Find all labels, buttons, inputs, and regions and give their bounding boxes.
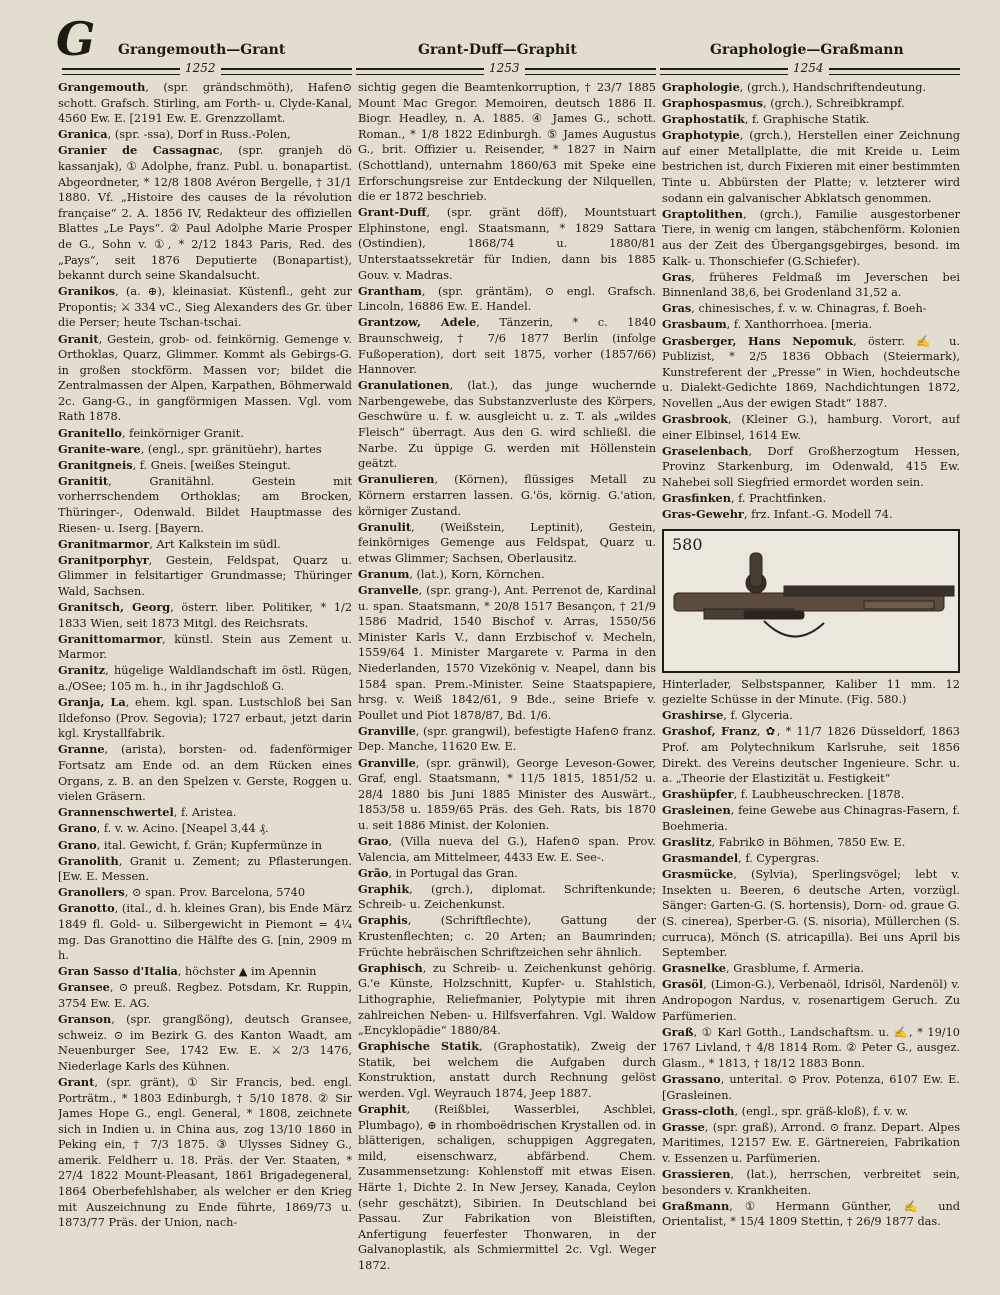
- entry-text: (spr. gränt), ① Sir Francis, bed. engl. Porträtm., * 1803 Edinburgh, † 5/10 1878. ② Sir James Hope G., engl. General, * 1808, zeichnete sich in Indien u. in China aus, zog 13/10 1860 in Peking ein, † 7/3 1875. ③ Ulysses Sidney G., amerik. Feldherr u. 18. Präs. der Ver. Staaten, * 27/4 1822 Mount-Pleasant, 1861 Brigadegeneral, 1864 Oberbefehlshaber, als welcher er den Krieg mit Auszeichnung zu Ende führte, 1869/73 u. 1873/77 Präs. der Union, nach-: [58, 1075, 352, 1230]
- entry-text: (Reißblei, Wasserblei, Aschblei, Plumbago), ⊕ in rhomboëdrischen Krystallen od. in blätterigen, schaligen, schuppigen Aggregaten, mild, eisenschwarz, abfärbend. Chem. Zusammensetzung: Kohlenstoff mit etwas Eisen. Härte 1, Dichte 2. In New Jersey, Kanada, Ceylon (sehr geschätzt), Sibirien. In Deutschland bei Passau. Zur Fabrikation von Bleistiften, Anfertigung feuerfester Thonwaren, in der Galvanoplastik, als Schmiermittel 2c. Vgl. Weger 1872.: [358, 1103, 656, 1273]
- dictionary-entry: Granitsch, Georg, österr. liber. Politiker, * 1/2 1833 Wien, seit 1873 Mitgl. des Reichsrats.: [58, 600, 352, 630]
- entry-headword: Gran Sasso d'Italia: [58, 964, 178, 979]
- entry-headword: Grant: [58, 1074, 95, 1089]
- entry-headword: Graphit: [358, 1102, 407, 1117]
- entry-headword: Grass-cloth: [662, 1103, 735, 1118]
- entry-text: ✿, * 11/7 1826 Düsseldorf, 1863 Prof. am Polytechnikum Karlsruhe, seit 1856 Direkt. des Vereins deutscher Ingenieure. Schr. u. a. „Theorie der Elastizität u. Festigkeit“: [662, 725, 960, 786]
- entry-text: (grch.), Handschriftendeutung.: [746, 81, 927, 94]
- entry-text: f. Laubheuschrecken. [1878.: [740, 788, 905, 802]
- entry-headword: Graselenbach: [662, 443, 749, 458]
- entry-headword: Granikos: [58, 284, 116, 299]
- column-1-header: Grangemouth—Grant: [118, 42, 286, 58]
- entry-headword: Granvelle: [358, 583, 419, 597]
- dictionary-entry: Granica, (spr. -ssa), Dorf in Russ.-Polen,: [58, 127, 291, 142]
- dictionary-entry: Grassano, unterital. ⊙ Prov. Potenza, 6107 Ew. E. [Grasleinen.: [662, 1071, 960, 1102]
- entry-text: höchster ▲ im Apennin: [185, 965, 317, 979]
- entry-text: (arista), borsten- od. fadenförmiger Fortsatz am Ende od. an dem Rücken eines Organs, z. B. an den Spelzen v. Gerste, Roggen u. vielen Gräsern.: [58, 743, 352, 804]
- entry-headword: Grasberger, Hans Nepomuk: [662, 333, 854, 348]
- column-1: [58, 80, 352, 1275]
- dictionary-entry: [662, 677, 960, 708]
- entry-text: früheres Feldmaß im Jeverschen bei Binnenland 38,6, bei Grodenland 31,52 a.: [662, 270, 960, 300]
- entry-text: (spr. -ssa), Dorf in Russ.-Polen,: [114, 128, 291, 142]
- dictionary-entry: Grasbrook, (Kleiner G.), hamburg. Vorort, auf einer Elbinsel, 1614 Ew.: [662, 411, 960, 442]
- entry-text: (spr. gränwil), George Leveson-Gower, Graf, engl. Staatsmann, * 11/5 1815, 1851/52 u. 28/4 1880 bis Juni 1885 Minister des Auswärt., 1853/58 u. 1859/65 Präs. des Geh. Rats, bis 1870 u. seit 1886 Minist. der Kolonien.: [358, 756, 656, 832]
- entry-headword: Gransee: [58, 980, 110, 995]
- entry-text: (grch.), Familie ausgestorbener Tiere, in wenig cm langen, stäbchenförm. Kolonien aus der Zeit des Übergangsgebirges, besond. im Kalk- u. Thonschiefer (G.Schiefer).: [662, 207, 960, 268]
- dictionary-entry: Granitmarmor, Art Kalkstein im südl.: [58, 536, 281, 551]
- entry-headword: Granit: [58, 331, 99, 346]
- entry-headword: Graphologie: [662, 80, 740, 94]
- entry-text: ehem. kgl. span. Lustschloß bei San Ildefonso (Prov. Segovia); 1727 erbaut, jetzt darin kgl. Krystallfabrik.: [58, 696, 352, 741]
- dictionary-entry: Grasfinken, f. Prachtfinken.: [662, 490, 827, 505]
- entry-headword: Graphotypie: [662, 128, 740, 143]
- dictionary-entry: Granja, La, ehem. kgl. span. Lustschloß bei San Ildefonso (Prov. Segovia); 1727 erbaut, jetzt darin kgl. Krystallfabrik.: [58, 695, 352, 741]
- entry-text: (engl., spr. gräß-kloß), f. v. w.: [741, 1104, 909, 1118]
- dictionary-entry: Grão, in Portugal das Gran.: [358, 865, 518, 880]
- entry-text: (spr. grang-), Ant. Perrenot de, Kardinal u. span. Staatsmann, * 20/8 1517 Besançon, † 21/9 1586 Madrid, 1540 Bischof v. Arras, 1550/56 Minister Karls V., dann Erzbischof v. Mecheln, 1559/64 1. Minister Margarete v. Parma in den Niederlanden, 1570 Vizekönig v. Neapel, dann bis 1584 span. Prem.-Minister. Seine Staatspapiere, hrsg. v. Weiß 1842/61, 9 Bde., seine Briefe v. Poullet und Piot 1878/87, Bd. 1/6.: [358, 584, 656, 722]
- entry-text: (spr. graß), Arrond. ⊙ franz. Depart. Alpes Maritimes, 12157 Ew. E. Gärtnereien, Fabrikation v. Essenzen u. Parfümerien.: [662, 1120, 960, 1165]
- figure-number: 580: [672, 534, 703, 554]
- entry-headword: Graphis: [358, 913, 408, 928]
- figure-rifle: [662, 529, 960, 673]
- dictionary-entry: Granville, (spr. grangwil), befestigte Hafen⊙ franz. Dep. Manche, 11620 Ew. E.: [358, 723, 656, 754]
- dictionary-entry: Graphische Statik, (Graphostatik), Zweig der Statik, bei welchem die Aufgaben durch Konstruktion, anstatt durch Rechnung gelöst werden. Vgl. Weyrauch 1874, Jeep 1887.: [358, 1039, 656, 1100]
- entry-text: f. Glyceria.: [730, 709, 793, 723]
- column-3-header: Graphologie—Graßmann: [710, 42, 904, 58]
- entry-text: (Limon-G.), Verbenaöl, Idrisöl, Nardenöl) v. Andropogon Nardus, v. rosenartigem Geruch. Zu Parfümerien.: [662, 978, 960, 1023]
- entry-headword: Gras: [662, 269, 692, 284]
- dictionary-entry: Graptolithen, (grch.), Familie ausgestorbener Tiere, in wenig cm langen, stäbchenförm. Kolonien aus der Zeit des Übergangsgebirges, besond. im Kalk- u. Thonschiefer (G.Schiefer).: [662, 206, 960, 268]
- section-letter: G: [56, 12, 96, 66]
- entry-headword: Granolith: [58, 853, 119, 868]
- dictionary-entry: Graphologie, (grch.), Handschriftendeutung.: [662, 80, 927, 94]
- entry-headword: Granne: [58, 742, 105, 757]
- column-2-entries: [358, 80, 656, 1274]
- entry-headword: Grannenschwertel: [58, 805, 174, 820]
- entry-headword: Granitello: [58, 425, 122, 440]
- entry-text: (Körnen), flüssiges Metall zu Körnern erstarren lassen. G.'ös, körnig. G.'ation, körniger Zustand.: [358, 473, 656, 518]
- entry-headword: Granollers: [58, 885, 125, 900]
- entry-text: f. v. w. Acino. [Neapel 3,44 ₰.: [103, 822, 269, 836]
- dictionary-entry: Granittomarmor, künstl. Stein aus Zement u. Marmor.: [58, 631, 352, 662]
- dictionary-entry: Graßmann, ① Hermann Günther, ✍ und Orientalist, * 15/4 1809 Stettin, † 26/9 1877 das.: [662, 1198, 960, 1229]
- entry-text: ⊙ preuß. Regbez. Potsdam, Kr. Ruppin, 3754 Ew. E. AG.: [58, 981, 352, 1010]
- entry-headword: Granja, La: [58, 695, 126, 710]
- dictionary-entry: Granitit, Granitähnl. Gestein mit vorherrschendem Orthoklas; am Brocken, Thüringer-, Odenwald. Bildet Hauptmasse des Riesen- u. Iserg. [Bayern.: [58, 473, 352, 535]
- entry-text: künstl. Stein aus Zement u. Marmor.: [58, 632, 352, 662]
- dictionary-entry: Grant-Duff, (spr. gränt döff), Mountstuart Elphinstone, engl. Staatsmann, * 1829 Sattara (Ostindien), 1868/74 u. 1880/81 Unterstaatssekretär für Indien, dann bis 1885 Gouv. v. Madras.: [358, 205, 656, 282]
- dictionary-entry: Graphotypie, (grch.), Herstellen einer Zeichnung auf einer Metallplatte, die mit Kreide u. Leim bestrichen ist, durch Fixieren mit einer bestimmten Tinte u. Abbürsten der Platte; v. letzterer wird sodann ein galvanischer Abklatsch genommen.: [662, 128, 960, 205]
- dictionary-entry: Grasse, (spr. graß), Arrond. ⊙ franz. Depart. Alpes Maritimes, 12157 Ew. E. Gärtnereien, Fabrikation v. Essenzen u. Parfümerien.: [662, 1119, 960, 1165]
- entry-text: (Graphostatik), Zweig der Statik, bei welchem die Aufgaben durch Konstruktion, anstatt durch Rechnung gelöst werden. Vgl. Weyrauch 1874, Jeep 1887.: [358, 1040, 656, 1100]
- entry-text: (spr. gränt döff), Mountstuart Elphinstone, engl. Staatsmann, * 1829 Sattara (Ostindien), 1868/74 u. 1880/81 Unterstaatssekretär für Indien, dann bis 1885 Gouv. v. Madras.: [358, 206, 656, 282]
- entry-headword: Granulit: [358, 519, 412, 534]
- entry-headword: Granitgneis: [58, 457, 133, 472]
- entry-text: feinkörniger Granit.: [129, 426, 244, 440]
- dictionary-entry: [358, 80, 656, 205]
- dictionary-entry: Graphostatik, f. Graphische Statik.: [662, 112, 870, 127]
- column-1-entries: [58, 80, 352, 1231]
- entry-headword: Graptolithen: [662, 206, 743, 221]
- dictionary-entry: Gras, chinesisches, f. v. w. Chinagras, f. Boeh-: [662, 301, 927, 316]
- entry-headword: Graphik: [358, 881, 410, 896]
- entry-headword: Graphische Statik: [358, 1039, 480, 1054]
- entry-headword: Graßmann: [662, 1198, 730, 1213]
- entry-text: (Villa nueva del G.), Hafen⊙ span. Prov. Valencia, am Mittelmeer, 4433 Ew. E. See-.: [358, 835, 656, 864]
- entry-text: (Weißstein, Leptinit), Gestein, feinkörniges Gemenge aus Feldspat, Quarz u. etwas Glimmer; Sachsen, Oberlausitz.: [358, 520, 656, 565]
- entry-headword: Granson: [58, 1012, 112, 1027]
- entry-headword: Grashof, Franz: [662, 724, 757, 739]
- dictionary-entry: Granollers, ⊙ span. Prov. Barcelona, 5740: [58, 885, 306, 900]
- dictionary-entry: Grano, ital. Gewicht, f. Grän; Kupfermünze in: [58, 837, 322, 852]
- dictionary-entry: Gras, früheres Feldmaß im Jeverschen bei Binnenland 38,6, bei Grodenland 31,52 a.: [662, 269, 960, 300]
- entry-headword: Graslitz: [662, 835, 712, 850]
- dictionary-entry: Grant, (spr. gränt), ① Sir Francis, bed. engl. Porträtm., * 1803 Edinburgh, † 5/10 1878. ② Sir James Hope G., engl. General, * 1808, zeichnete sich in Indien u. in China aus, zog 13/10 1860 in Peking ein, † 7/3 1875. ③ Ulysses Sidney G., amerik. Feldherr u. 18. Präs. der Ver. Staaten, * 27/4 1822 Mount-Pleasant, 1861 Brigadegeneral, 1864 Oberbefehlshaber, als welcher er den Krieg mit Auszeichnung zu Ende führte, 1869/73 u. 1873/77 Präs. der Union, nach-: [58, 1074, 352, 1230]
- entry-text: ① Hermann Günther, ✍ und Orientalist, * 15/4 1809 Stettin, † 26/9 1877 das.: [662, 1199, 960, 1229]
- dictionary-entry: Granier de Cassagnac, (spr. granjeh dö kassanjak), ① Adolphe, franz. Publ. u. bonapartist. Abgeordneter, * 12/8 1808 Avéron Bergelle, † 31/1 1880. Vf. „Histoire des causes de la révolution française“ 2. A. 1856 IV, Redakteur des offiziellen Blattes „Le Pays“. ② Paul Adolphe Marie Prosper de G., Sohn v. ①, * 2/12 1843 Paris, Red. des „Pays“, seit 1876 Deputierte (Bonapartist), bekannt durch seine Skandalsucht.: [58, 143, 352, 283]
- dictionary-entry: Granville, (spr. gränwil), George Leveson-Gower, Graf, engl. Staatsmann, * 11/5 1815, 1851/52 u. 28/4 1880 bis Juni 1885 Minister des Auswärt., 1853/58 u. 1859/65 Präs. des Geh. Rats, bis 1870 u. seit 1886 Minist. der Kolonien.: [358, 755, 656, 832]
- dictionary-entry: Graphisch, zu Schreib- u. Zeichenkunst gehörig. G.'e Künste, Holzschnitt, Kupfer- u. Stahlstich, Lithographie, Reliefmanier, Polytypie mit ihren zahlreichen Neben- u. Hilfsverfahren. Vgl. Waldow „Encyklopädie“ 1880/84.: [358, 960, 656, 1038]
- entry-text: österr. liber. Politiker, * 1/2 1833 Wien, seit 1873 Mitgl. des Reichsrats.: [58, 601, 352, 630]
- dictionary-entry: Graß, ① Karl Gotth., Landschaftsm. u. ✍, * 19/10 1767 Livland, † 4/8 1814 Rom. ② Peter G., ausgez. Glasm., * 1813, † 18/12 1883 Bonn.: [662, 1024, 960, 1070]
- entry-text: Art Kalkstein im südl.: [156, 537, 281, 551]
- entry-headword: Gras-Gewehr: [662, 507, 744, 522]
- dictionary-entry: Grasleinen, feine Gewebe aus Chinagras-Fasern, f. Boehmeria.: [662, 803, 960, 833]
- entry-text: f. Xanthorrhoea. [meria.: [733, 318, 873, 332]
- dictionary-entry: Grashirse, f. Glyceria.: [662, 708, 793, 723]
- entry-text: ⊙ span. Prov. Barcelona, 5740: [131, 886, 306, 900]
- dictionary-entry: Granson, (spr. grangßöng), deutsch Gransee, schweiz. ⊙ im Bezirk G. des Kanton Waadt, am Neuenburger See, 1742 Ew. E. ⚔ 2/3 1476, Niederlage Karls des Kühnen.: [58, 1012, 352, 1073]
- entry-headword: Graphospasmus: [662, 96, 764, 111]
- column-3: [662, 80, 960, 1275]
- entry-text: Dorf Großherzogtum Hessen, Provinz Starkenburg, im Odenwald, 415 Ew. Nahebei soll Siegfried ermordet worden sein.: [662, 444, 960, 489]
- dictionary-entry: Granitporphyr, Gestein, Feldspat, Quarz u. Glimmer in felsitartiger Grundmasse; Thüringer Wald, Sachsen.: [58, 552, 352, 598]
- entry-text: Hinterlader, Selbstspanner, Kaliber 11 mm. 12 gezielte Schüsse in der Minute. (Fig. 580.): [662, 677, 960, 707]
- dictionary-entry: Graphospasmus, (grch.), Schreibkrampf.: [662, 96, 905, 111]
- column-3-entries-top: [662, 80, 960, 523]
- dictionary-entry: Graphis, (Schriftflechte), Gattung der Krustenflechten; c. 20 Arten; an Baumrinden; Früchte hebräischen Schriftzeichen sehr ähnlich.: [358, 913, 656, 959]
- entry-headword: Grao: [358, 834, 389, 848]
- entry-headword: Granitporphyr: [58, 552, 149, 567]
- entry-text: sichtig gegen die Beamtenkorruption, † 23/7 1885 Mount Mac Gregor. Memoiren, deutsch 1886 II. Biogr. Headley, n. A. 1885. ④ James G., schott. Roman., * 1/8 1822 Edinburgh. ⑤ James Augustus G., brit. Offizier u. Reisender, * 1827 in Nairn (Schottland), unternahm 1860/63 mit Speke eine Erforschungsreise zur Entdeckung der Nilquellen, die er 1872 beschrieb.: [358, 81, 656, 204]
- entry-headword: Granica: [58, 127, 108, 142]
- dictionary-entry: Grantham, (spr. gräntäm), ⊙ engl. Grafsch. Lincoln, 16886 Ew. E. Handel.: [358, 283, 656, 314]
- entry-headword: Grasnelke: [662, 961, 726, 976]
- dictionary-entry: Granotto, (ital., d. h. kleines Gran), bis Ende März 1849 fl. Gold- u. Silbergewicht in Piemont = 4¼ mg. Das Granottino die Hälfte des G. [nin, 2909 m h.: [58, 901, 352, 963]
- entry-headword: Grasleinen: [662, 803, 731, 818]
- entry-text: (lat.), Korn, Körnchen.: [416, 567, 545, 581]
- dictionary-entry: Grantzow, Adele, Tänzerin, * c. 1840 Braunschweig, † 7/6 1877 Berlin (infolge Fußoperation), dort seit 1875, vorher (1857/66) Hannover.: [358, 315, 656, 377]
- entry-headword: Granitmarmor: [58, 536, 150, 551]
- entry-headword: Grassano: [662, 1071, 721, 1086]
- dictionary-entry: Gran Sasso d'Italia, höchster ▲ im Apennin: [58, 964, 317, 979]
- entry-text: (spr. gräntäm), ⊙ engl. Grafsch. Lincoln, 16886 Ew. E. Handel.: [358, 284, 656, 314]
- entry-headword: Granitsch, Georg: [58, 600, 171, 615]
- entry-headword: Grasmandel: [662, 851, 739, 866]
- entry-headword: Grano: [58, 837, 97, 852]
- entry-headword: Granville: [358, 723, 416, 738]
- entry-text: (Sylvia), Sperlingsvögel; lebt v. Insekten u. Beeren, 6 deutsche Arten, vorzügl. Sänger: Garten-G. (S. hortensis), Dorn- od. graue G. (S. cinerea), Sperber-G. (S. nisoria), Müllerchen (S. curruca), Mönch (S. atricapilla). Bei uns April bis September.: [662, 868, 960, 960]
- entry-text: (engl., spr. gränitüehr), hartes: [147, 442, 322, 456]
- entry-text: f. Cypergras.: [745, 852, 820, 866]
- entry-headword: Grão: [358, 865, 389, 880]
- entry-text: Grasblume, f. Armeria.: [733, 962, 865, 976]
- entry-headword: Grashüpfer: [662, 787, 734, 802]
- entry-text: (spr. grangßöng), deutsch Gransee, schweiz. ⊙ im Bezirk G. des Kanton Waadt, am Neuenburger See, 1742 Ew. E. ⚔ 2/3 1476, Niederlage Karls des Kühnen.: [58, 1013, 352, 1073]
- dictionary-entry: Grangemouth, (spr. grändschmöth), Hafen⊙ schott. Grafsch. Stirling, am Forth- u. Clyde-Kanal, 4560 Ew. E. [2191 Ew. E. Grenzzollamt.: [58, 80, 352, 126]
- dictionary-entry: Grano, f. v. w. Acino. [Neapel 3,44 ₰.: [58, 821, 269, 836]
- dictionary-entry: Grasmücke, (Sylvia), Sperlingsvögel; lebt v. Insekten u. Beeren, 6 deutsche Arten, vorzügl. Sänger: Garten-G. (S. hortensis), Dorn- od. graue G. (S. cinerea), Sperber-G. (S. nisoria), Müllerchen (S. curruca), Mönch (S. atricapilla). Bei uns April bis September.: [662, 867, 960, 960]
- dictionary-entry: Granitgneis, f. Gneis. [weißes Steingut.: [58, 457, 291, 472]
- entry-text: (ital., d. h. kleines Gran), bis Ende März 1849 fl. Gold- u. Silbergewicht in Piemont = 4¼ mg. Das Granottino die Hälfte des G. [nin, 2909 m h.: [58, 902, 352, 963]
- entry-text: ital. Gewicht, f. Grän; Kupfermünze in: [103, 838, 322, 852]
- dictionary-entry: Grassieren, (lat.), herrschen, verbreitet sein, besonders v. Krankheiten.: [662, 1167, 960, 1197]
- entry-headword: Granville: [358, 755, 416, 770]
- entry-text: frz. Infant.-G. Modell 74.: [751, 508, 893, 522]
- entry-headword: Granum: [358, 566, 410, 581]
- entry-text: (spr. grändschmöth), Hafen⊙ schott. Grafsch. Stirling, am Forth- u. Clyde-Kanal, 4560 Ew. E. [2191 Ew. E. Grenzzollamt.: [58, 81, 352, 126]
- dictionary-entry: Grasnelke, Grasblume, f. Armeria.: [662, 961, 865, 976]
- entry-text: (grch.), Herstellen einer Zeichnung auf einer Metallplatte, die mit Kreide u. Leim bestrichen ist, durch Fixieren mit einer bestimmten Tinte u. Abbürsten der Platte; v. letzterer wird sodann ein galvanischer Abklatsch genommen.: [662, 129, 960, 205]
- dictionary-entry: Grashof, Franz, ✿, * 11/7 1826 Düsseldorf, 1863 Prof. am Polytechnikum Karlsruhe, seit 1856 Direkt. des Vereins deutscher Ingenieure. Schr. u. a. „Theorie der Elastizität u. Festigkeit“: [662, 724, 960, 786]
- entry-text: chinesisches, f. v. w. Chinagras, f. Boeh-: [698, 302, 927, 316]
- column-2: [358, 80, 656, 1275]
- entry-text: f. Aristea.: [180, 806, 237, 820]
- entry-headword: Grangemouth: [58, 80, 146, 94]
- entry-headword: Grasse: [662, 1119, 705, 1134]
- dictionary-entry: Granolith, Granit u. Zement; zu Pflasterungen. [Ew. E. Messen.: [58, 853, 352, 884]
- dictionary-entry: Grasöl, (Limon-G.), Verbenaöl, Idrisöl, Nardenöl) v. Andropogon Nardus, v. rosenartigem Geruch. Zu Parfümerien.: [662, 977, 960, 1023]
- entry-headword: Graphisch: [358, 960, 423, 975]
- entry-headword: Gras: [662, 301, 692, 316]
- entry-headword: Grasfinken: [662, 490, 731, 505]
- dictionary-entry: Granitz, hügelige Waldlandschaft im östl. Rügen, a./OSee; 105 m. h., in ihr Jagdschloß G.: [58, 663, 352, 694]
- entry-text: österr. ✍ u. Publizist, * 2/5 1836 Obbach (Steiermark), Kunstreferent der „Presse“ in Wien, hochdeutsche u. Dialekt-Gedichte 1869, Nachdichtungen 1872, Novellen „Aus der ewigen Stadt“ 1887.: [662, 334, 960, 410]
- dictionary-entry: Grasberger, Hans Nepomuk, österr. ✍ u. Publizist, * 2/5 1836 Obbach (Steiermark), Kunstreferent der „Presse“ in Wien, hochdeutsche u. Dialekt-Gedichte 1869, Nachdichtungen 1872, Novellen „Aus der ewigen Stadt“ 1887.: [662, 333, 960, 410]
- dictionary-entry: Granit, Gestein, grob- od. feinkörnig. Gemenge v. Orthoklas, Quarz, Glimmer. Kommt als Gebirgs-G. in großen stockförm. Massen vor; bildet die Zentralmassen der Alpen, Karpathen, Böhmerwald 2c. Gang-G., in gangförmigen Massen. Vgl. vom Rath 1878.: [58, 331, 352, 424]
- entry-text: (grch.), Schreibkrampf.: [770, 97, 905, 111]
- entry-text: (Schriftflechte), Gattung der Krustenflechten; c. 20 Arten; an Baumrinden; Früchte hebräischen Schriftzeichen sehr ähnlich.: [358, 914, 656, 959]
- entry-headword: Graphostatik: [662, 112, 745, 127]
- entry-text: (lat.), das junge wuchernde Narbengewebe, das Substanzverluste des Körpers, Geschwüre u. f. w. ausgleicht u. z. T. als „wildes Fleisch“ überragt. Aus den G. wird schließl. die Narbe. Zu üppige G. werden mit Höllenstein geätzt.: [358, 379, 656, 471]
- entry-headword: Granite-ware: [58, 441, 141, 456]
- entry-text: (spr. granjeh dö kassanjak), ① Adolphe, franz. Publ. u. bonapartist. Abgeordneter, * 12/8 1808 Avéron Bergelle, † 31/1 1880. Vf. „Histoire des causes de la révolution française“ 2. A. 1856 IV, Redakteur des offiziellen Blattes „Le Pays“. ② Paul Adolphe Marie Prosper de G., Sohn v. ①, * 2/12 1843 Paris, Red. des „Pays“, seit 1876 Deputierte (Bonapartist), bekannt durch seine Skandalsucht.: [58, 144, 352, 283]
- entry-headword: Grasbrook: [662, 411, 729, 426]
- entry-text: (grch.), diplomat. Schriftenkunde; Schreib- u. Zeichenkunst.: [358, 882, 656, 912]
- entry-headword: Grantzow, Adele: [358, 315, 477, 330]
- entry-text: (a. ⊕), kleinasiat. Küstenfl., geht zur Propontis; ⚔ 334 vC., Sieg Alexanders des Gr. über die Perser; heute Tschan-tschai.: [58, 285, 352, 330]
- entry-headword: Grasbaum: [662, 317, 727, 332]
- column-3-page-number: 1254: [788, 61, 829, 75]
- entry-text: unterital. ⊙ Prov. Potenza, 6107 Ew. E. [Grasleinen.: [662, 1072, 960, 1102]
- entry-headword: Granitit: [58, 473, 109, 488]
- entry-headword: Granulieren: [358, 472, 435, 487]
- entry-text: hügelige Waldlandschaft im östl. Rügen, a./OSee; 105 m. h., in ihr Jagdschloß G.: [58, 664, 352, 694]
- dictionary-entry: Grasbaum, f. Xanthorrhoea. [meria.: [662, 317, 873, 332]
- dictionary-entry: Granulationen, (lat.), das junge wuchernde Narbengewebe, das Substanzverluste des Körpers, Geschwüre u. f. w. ausgleicht u. z. T. als „wildes Fleisch“ überragt. Aus den G. wird schließl. die Narbe. Zu üppige G. werden mit Höllenstein geätzt.: [358, 378, 656, 471]
- entry-text: f. Gneis. [weißes Steingut.: [139, 458, 291, 472]
- dictionary-entry: Granikos, (a. ⊕), kleinasiat. Küstenfl., geht zur Propontis; ⚔ 334 vC., Sieg Alexanders des Gr. über die Perser; heute Tschan-tschai.: [58, 284, 352, 330]
- entry-headword: Graß: [662, 1024, 694, 1039]
- entry-text: f. Graphische Statik.: [752, 113, 870, 127]
- dictionary-entry: Granne, (arista), borsten- od. fadenförmiger Fortsatz am Ende od. an dem Rücken eines Organs, z. B. an den Spelzen v. Gerste, Roggen u. vielen Gräsern.: [58, 742, 352, 804]
- rifle-illustration-icon: [664, 531, 958, 667]
- entry-headword: Grano: [58, 821, 97, 836]
- entry-headword: Grasöl: [662, 977, 704, 992]
- entry-text: Tänzerin, * c. 1840 Braunschweig, † 7/6 1877 Berlin (infolge Fußoperation), dort seit 1875, vorher (1857/66) Hannover.: [358, 316, 656, 377]
- entry-headword: Granier de Cassagnac: [58, 143, 220, 158]
- dictionary-entry: Grannenschwertel, f. Aristea.: [58, 805, 237, 820]
- dictionary-entry: Graphik, (grch.), diplomat. Schriftenkunde; Schreib- u. Zeichenkunst.: [358, 881, 656, 912]
- entry-headword: Grant-Duff: [358, 205, 427, 220]
- dictionary-entry: Granulit, (Weißstein, Leptinit), Gestein, feinkörniges Gemenge aus Feldspat, Quarz u. etwas Glimmer; Sachsen, Oberlausitz.: [358, 519, 656, 565]
- dictionary-entry: Graslitz, Fabrik⊙ in Böhmen, 7850 Ew. E.: [662, 835, 906, 850]
- entry-text: f. Prachtfinken.: [738, 491, 827, 505]
- column-2-header: Grant-Duff—Graphit: [418, 42, 577, 58]
- entry-text: (Kleiner G.), hamburg. Vorort, auf einer Elbinsel, 1614 Ew.: [662, 412, 960, 442]
- entry-text: in Portugal das Gran.: [395, 866, 518, 880]
- entry-text: Granit u. Zement; zu Pflasterungen. [Ew. E. Messen.: [58, 854, 352, 884]
- dictionary-entry: Granum, (lat.), Korn, Körnchen.: [358, 566, 545, 581]
- dictionary-entry: Gransee, ⊙ preuß. Regbez. Potsdam, Kr. Ruppin, 3754 Ew. E. AG.: [58, 980, 352, 1010]
- dictionary-entry: Granite-ware, (engl., spr. gränitüehr), hartes: [58, 441, 322, 456]
- dictionary-entry: Graselenbach, Dorf Großherzogtum Hessen, Provinz Starkenburg, im Odenwald, 415 Ew. Nahebei soll Siegfried ermordet worden sein.: [662, 443, 960, 489]
- entry-text: (lat.), herrschen, verbreitet sein, besonders v. Krankheiten.: [662, 1168, 960, 1197]
- entry-headword: Granotto: [58, 901, 115, 916]
- entry-text: (spr. grangwil), befestigte Hafen⊙ franz. Dep. Manche, 11620 Ew. E.: [358, 724, 656, 754]
- dictionary-entry: Grass-cloth, (engl., spr. gräß-kloß), f. v. w.: [662, 1103, 909, 1118]
- entry-text: Gestein, Feldspat, Quarz u. Glimmer in felsitartiger Grundmasse; Thüringer Wald, Sachsen.: [58, 553, 352, 598]
- dictionary-entry: Grasmandel, f. Cypergras.: [662, 851, 820, 866]
- entry-headword: Grantham: [358, 283, 422, 298]
- dictionary-entry: Gras-Gewehr, frz. Infant.-G. Modell 74.: [662, 507, 893, 522]
- column-1-page-number: 1252: [180, 61, 221, 75]
- entry-headword: Grashirse: [662, 708, 724, 723]
- entry-text: ① Karl Gotth., Landschaftsm. u. ✍, * 19/10 1767 Livland, † 4/8 1814 Rom. ② Peter G., ausgez. Glasm., * 1813, † 18/12 1883 Bonn.: [662, 1025, 960, 1070]
- dictionary-entry: Grashüpfer, f. Laubheuschrecken. [1878.: [662, 787, 905, 802]
- entry-headword: Granulationen: [358, 378, 450, 393]
- entry-headword: Grasmücke: [662, 867, 734, 882]
- entry-headword: Granitz: [58, 663, 106, 678]
- entry-text: zu Schreib- u. Zeichenkunst gehörig. G.'e Künste, Holzschnitt, Kupfer- u. Stahlstich, Lithographie, Reliefmanier, Polytypie mit ihren zahlreichen Neben- u. Hilfsverfahren. Vgl. Waldow „Encyklopädie“ 1880/84.: [358, 961, 656, 1038]
- entry-text: Gestein, grob- od. feinkörnig. Gemenge v. Orthoklas, Quarz, Glimmer. Kommt als Gebirgs-G. in großen stockförm. Massen vor; bildet die Zentralmassen der Alpen, Karpathen, Böhmerwald 2c. Gang-G., in gangförmigen Massen. Vgl. vom Rath 1878.: [58, 332, 352, 424]
- entry-text: feine Gewebe aus Chinagras-Fasern, f. Boehmeria.: [662, 804, 960, 833]
- dictionary-entry: Granulieren, (Körnen), flüssiges Metall zu Körnern erstarren lassen. G.'ös, körnig. G.'ation, körniger Zustand.: [358, 472, 656, 518]
- entry-headword: Grassieren: [662, 1167, 731, 1182]
- entry-text: Granitähnl. Gestein mit vorherrschendem Orthoklas; am Brocken, Thüringer-, Odenwald. Bildet Hauptmasse des Riesen- u. Iserg. [Bayern.: [58, 474, 352, 535]
- entry-headword: Granittomarmor: [58, 631, 163, 646]
- entry-text: Fabrik⊙ in Böhmen, 7850 Ew. E.: [718, 836, 906, 850]
- column-2-page-number: 1253: [484, 61, 525, 75]
- dictionary-entry: Graphit, (Reißblei, Wasserblei, Aschblei, Plumbago), ⊕ in rhomboëdrischen Krystallen od. in blätterigen, schaligen, schuppigen Aggregaten, mild, eisenschwarz, abfärbend. Chem. Zusammensetzung: Kohlenstoff mit etwas Eisen. Härte 1, Dichte 2. In New Jersey, Kanada, Ceylon (sehr geschätzt), Sibirien. In Deutschland bei Passau. Zur Fabrikation von Bleistiften, Anfertigung feuerfester Thonwaren, in der Galvanoplastik, als Schmiermittel 2c. Vgl. Weger 1872.: [358, 1102, 656, 1273]
- column-3-entries-bottom: [662, 677, 960, 1230]
- dictionary-entry: Granitello, feinkörniger Granit.: [58, 425, 244, 440]
- dictionary-entry: Granvelle, (spr. grang-), Ant. Perrenot de, Kardinal u. span. Staatsmann, * 20/8 1517 Besançon, † 21/9 1586 Madrid, 1540 Bischof v. Arras, 1550/56 Minister Karls V., dann Erzbischof v. Mecheln, 1559/64 1. Minister Margarete v. Parma in den Niederlanden, 1570 Vizekönig v. Neapel, dann bis 1584 span. Prem.-Minister. Seine Staatspapiere, hrsg. v. Weiß 1842/61, 9 Bde., seine Briefe v. Poullet und Piot 1878/87, Bd. 1/6.: [358, 583, 656, 722]
- dictionary-entry: Grao, (Villa nueva del G.), Hafen⊙ span. Prov. Valencia, am Mittelmeer, 4433 Ew. E. See-.: [358, 834, 656, 864]
